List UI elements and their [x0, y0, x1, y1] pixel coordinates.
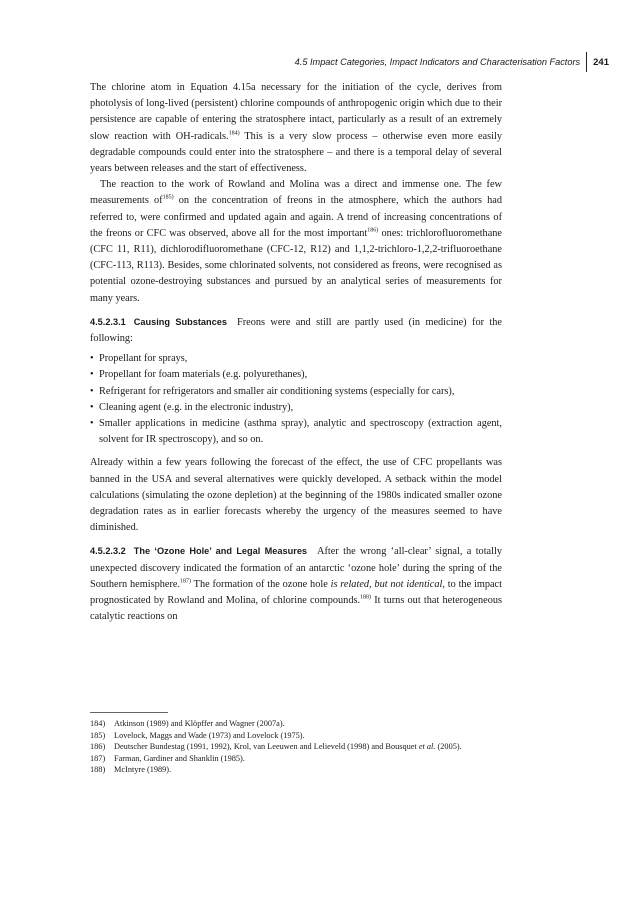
footnote-item: 187) Farman, Gardiner and Shanklin (1985). — [90, 753, 245, 763]
footnote-ref-184[interactable]: 184) — [228, 130, 240, 137]
section-ozone-hole: 4.5.2.3.2 The ‘Ozone Hole’ and Legal Measures After the wrong ‘all-clear’ signal, a totally unexpected discovery indicated the formation of an antarctic ‘ozone hole’ during the spring of the Southern hemisphere.$^{187)}$ The formation of the ozone hole is related, but not identical, to the impact prognosticated by Rowland and Molina, of chlorine compounds.$^{188)}$ It turns out that heterogeneous catalytic reactions on — [90, 546, 502, 623]
running-header — [295, 52, 609, 72]
footnote-item: 184) Atkinson (1989) and Klöpffer and Wagner (2007a). — [90, 719, 285, 728]
footnote-ref-185[interactable]: 185) — [162, 195, 174, 201]
footnotes — [90, 712, 502, 776]
paragraph-reaction: The reaction to the work of Rowland and Molina was a direct and immense one. The few measurements of$^{185)}$ on the concentration of freons in the atmosphere, which the authors had referred to, were confirmed and updated again and again. A trend of increasing concentrations of the freons or CFC was observed, above all for the most important$^{186)}$ ones: trichlorofluoromethane (CFC 11, R11), dichlorodifluoromethane (CFC-12, R12) and 1,1,2-trichloro-1,2,2-trifluoroethane (CFC-113, R113). Besides, some chlorinated solvents, not considered as freons, were recognised as potential ozone-destroying substances and pursued by an analytical series of measurements for many years. — [90, 179, 502, 304]
paragraph-chlorine: The chlorine atom in Equation 4.15a necessary for the initiation of the cycle, derives from photolysis of long-lived (persistent) chlorine compounds of anthropogenic origin which due to their persistence are capable of entering the stratosphere intact, particularly as a result of an extremely slow reaction with OH-radicals.$^{184)}$ This is a very slow process – otherwise even more easily degradable compounds could enter into the stratosphere – and there is a temporal delay of several years between releases and the start of effectiveness. — [90, 82, 502, 175]
list-item: • Refrigerant for refrigerators and smaller air conditioning systems (especially for cars), — [90, 384, 502, 400]
bullet-list — [90, 351, 502, 448]
footnote-ref-186[interactable]: 186) — [367, 227, 379, 234]
paragraph-propellants: Already within a few years following the forecast of the effect, the use of CFC propellants was banned in the USA and several alternatives were quickly developed. A setback within the model calculations (simulating the ozone depletion) at the beginning of the 1980s indicated smaller ozone degradation rates as in earlier forecasts whereby the urgency of the measures seemed to have diminished. — [90, 457, 502, 534]
footnote-item: 186) Deutscher Bundestag (1991, 1992), Krol, van Leeuwen and Lelieveld (1998) and Bousquet et al. (2005). — [90, 742, 462, 752]
footnote-item: 188) McIntyre (1989). — [90, 765, 172, 775]
section-number: 4.5.2.3.2 — [90, 546, 126, 557]
list-item: • Propellant for sprays, — [90, 351, 502, 367]
list-item: • Propellant for foam materials (e.g. polyurethanes), — [90, 367, 502, 383]
list-item: • Smaller applications in medicine (asthma spray), analytic and spectroscopy (extraction agent, solvent for IR spectroscopy), and so on. — [90, 416, 502, 448]
footnote-ref-187[interactable]: 187) — [180, 578, 192, 585]
emphasis: is related, but not identical, — [330, 578, 445, 590]
section-heading: The ‘Ozone Hole’ and Legal Measures — [133, 546, 308, 557]
footnote-divider — [90, 712, 168, 713]
page-number: 241 — [593, 56, 609, 68]
header-divider — [586, 52, 587, 72]
section-number: 4.5.2.3.1 — [90, 316, 126, 327]
running-title: 4.5 Impact Categories, Impact Indicators and Characterisation Factors — [294, 57, 581, 67]
footnote-item: 185) Lovelock, Maggs and Wade (1973) and Lovelock (1975). — [90, 730, 305, 740]
footnote-ref-188[interactable]: 188) — [360, 594, 372, 601]
body-text — [90, 80, 502, 626]
list-item: • Cleaning agent (e.g. in the electronic industry), — [90, 400, 502, 416]
section-causing-substances: 4.5.2.3.1 Causing Substances Freons were and still are partly used (in medicine) for the following: — [90, 316, 502, 345]
section-heading: Causing Substances — [133, 316, 227, 327]
